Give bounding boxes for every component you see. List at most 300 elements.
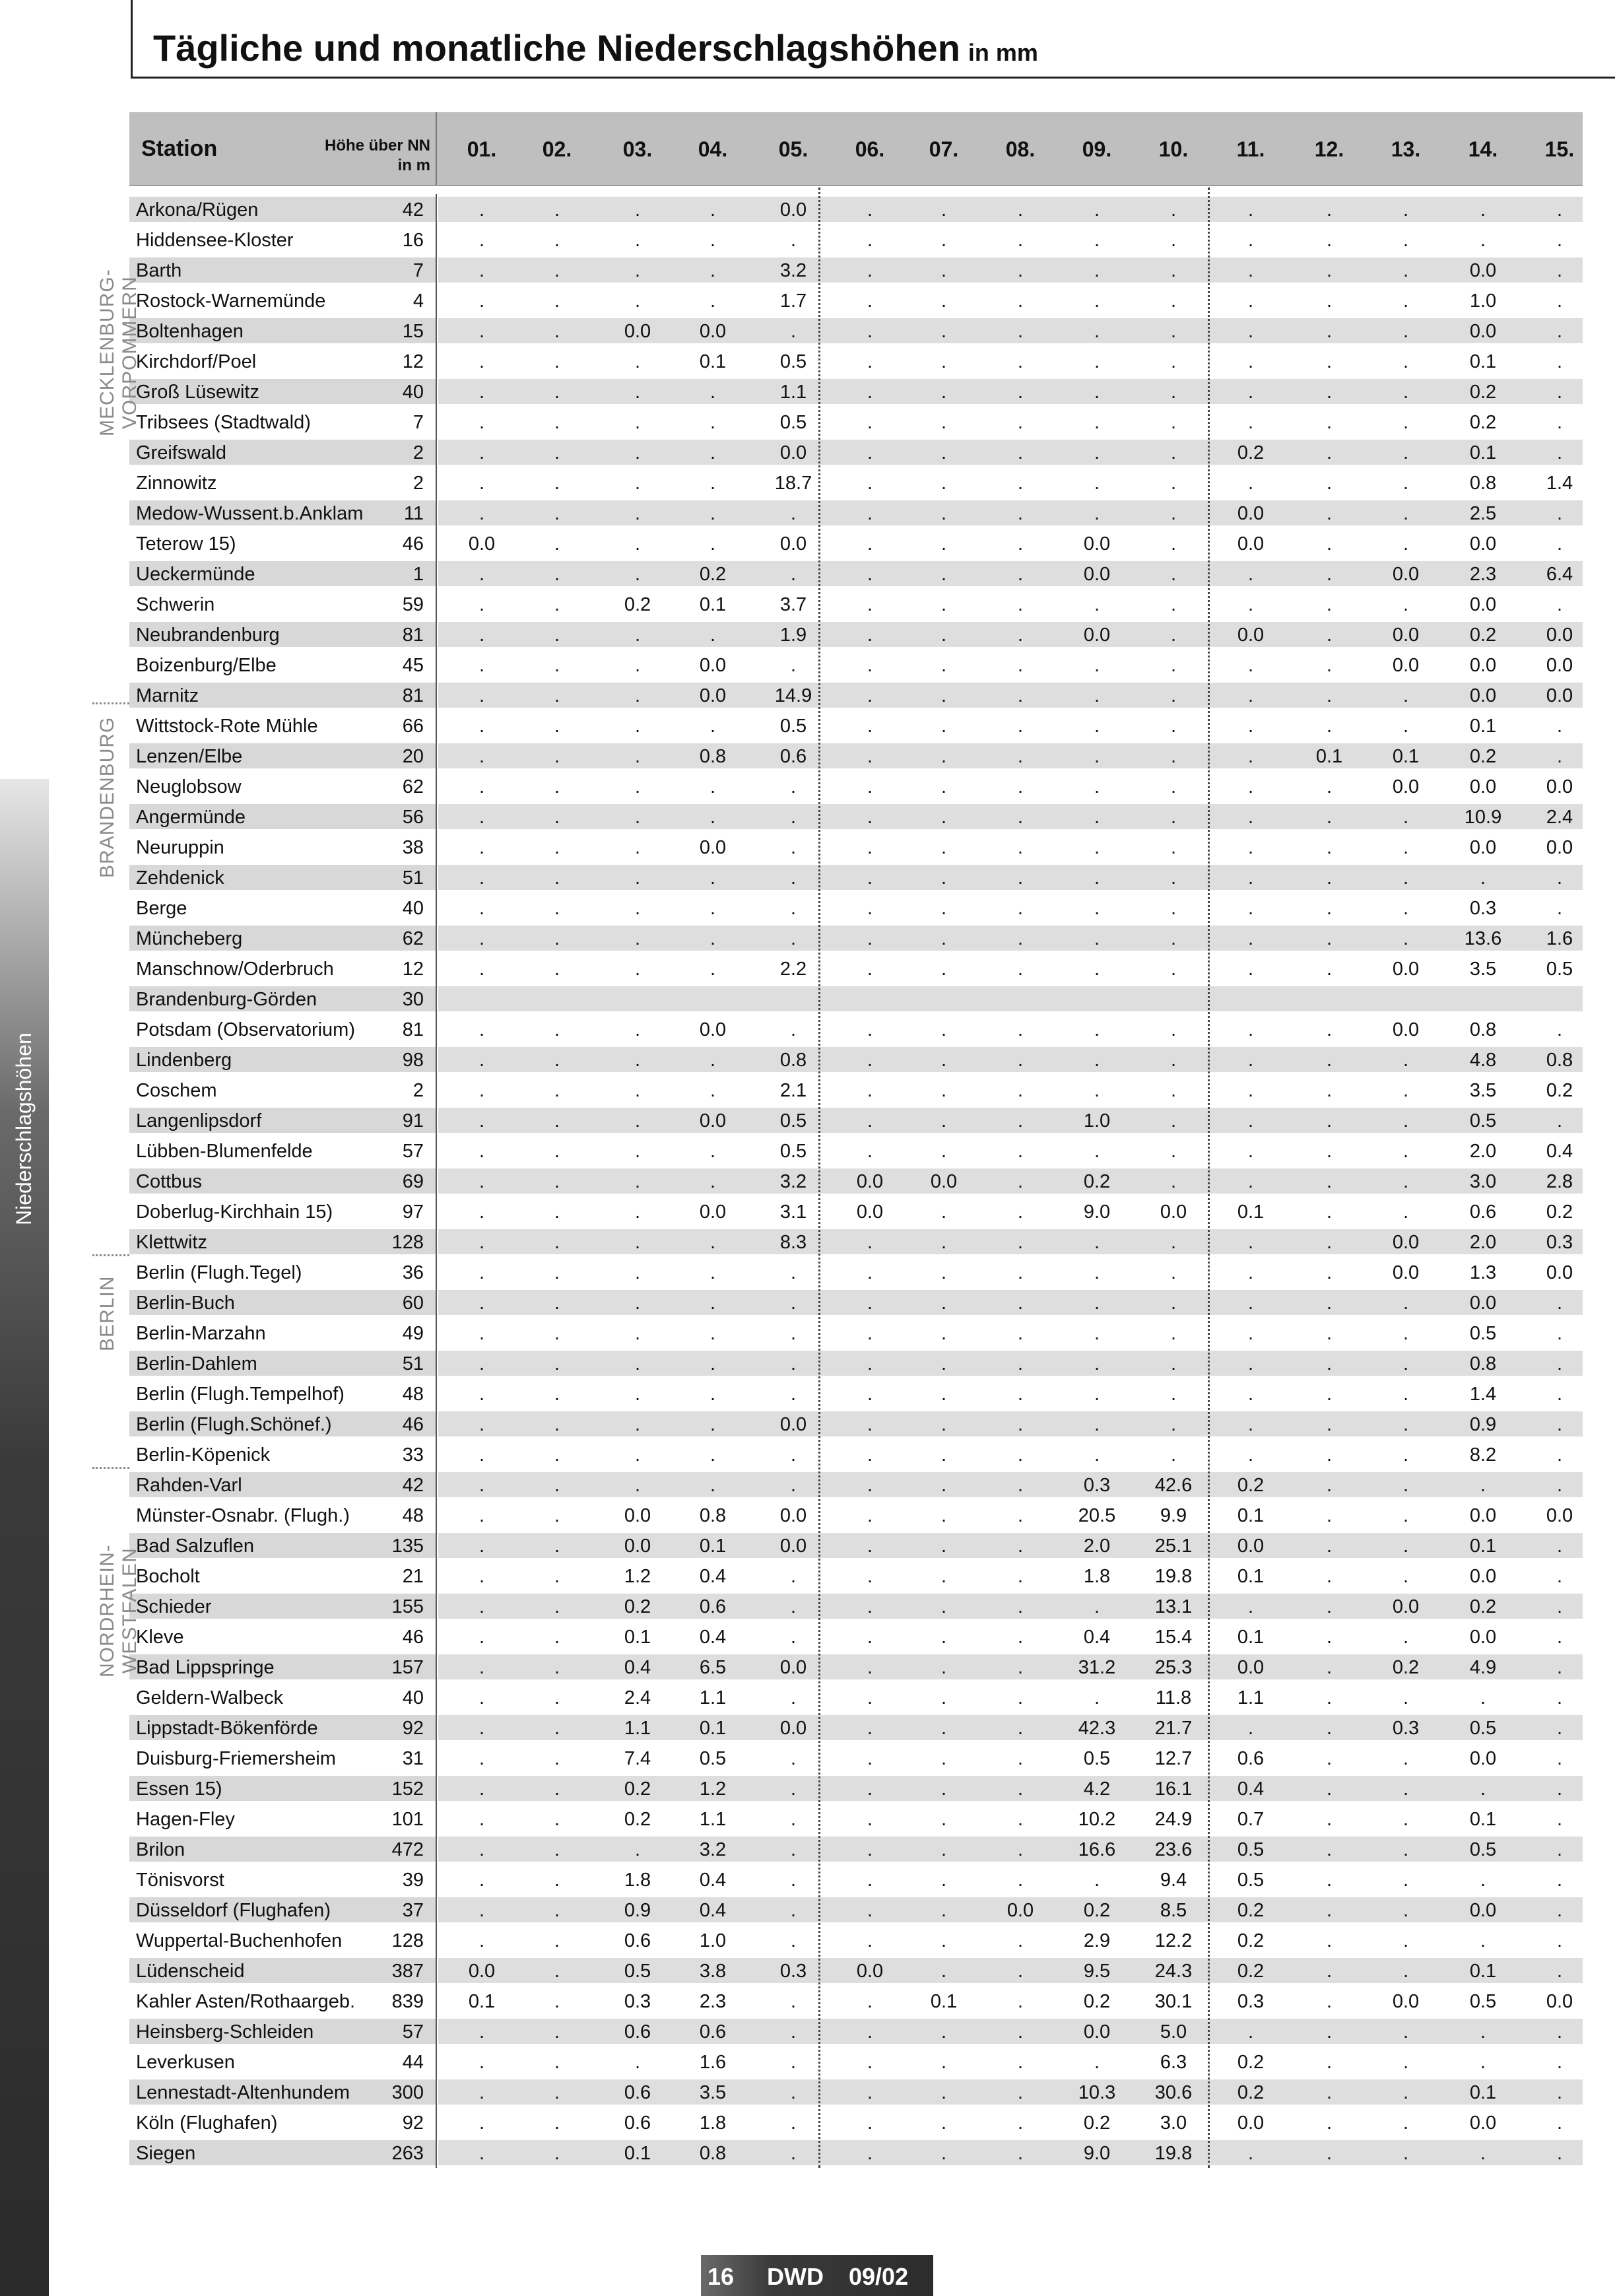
value-day-2: . <box>554 1748 560 1769</box>
value-day-3: . <box>634 1141 641 1162</box>
value-day-4: . <box>709 1384 716 1405</box>
table-row <box>129 1500 1583 1530</box>
station-height: 152 <box>391 1778 424 1800</box>
table-row <box>129 1227 1583 1257</box>
value-day-12: . <box>1326 199 1333 220</box>
column-separator <box>436 1925 437 1955</box>
value-day-6: . <box>867 1262 873 1283</box>
value-day-7: . <box>940 1414 947 1435</box>
value-day-2: . <box>554 625 560 646</box>
value-day-1: . <box>478 2112 485 2134</box>
value-day-3: 0.1 <box>624 2143 651 2164</box>
value-day-11: . <box>1247 776 1254 797</box>
value-day-2: . <box>554 321 560 342</box>
value-day-13: . <box>1402 1870 1409 1891</box>
value-day-5: . <box>790 1930 797 1951</box>
state-label-berlin: BERLIN <box>96 1275 118 1352</box>
value-day-7: . <box>940 1900 947 1921</box>
value-day-15: . <box>1556 716 1563 737</box>
value-day-15: . <box>1556 2143 1563 2164</box>
station-height: 81 <box>402 1019 424 1040</box>
station-name: Rahden-Varl <box>136 1475 242 1496</box>
value-day-4: . <box>709 199 716 220</box>
group-divider <box>92 1254 129 1256</box>
page-title <box>153 26 1038 69</box>
station-height: 37 <box>402 1900 424 1921</box>
value-day-5: . <box>790 1991 797 2012</box>
value-day-8: . <box>1017 1657 1024 1678</box>
value-day-4: 0.6 <box>699 1596 727 1617</box>
value-day-4: . <box>709 807 716 828</box>
value-day-7: . <box>940 2052 947 2073</box>
value-day-2: . <box>554 776 560 797</box>
value-day-9: . <box>1094 746 1100 767</box>
value-day-7: . <box>940 1353 947 1374</box>
value-day-13: . <box>1402 1293 1409 1314</box>
value-day-5: . <box>790 898 797 919</box>
value-day-4: . <box>709 533 716 555</box>
value-day-10: 16.1 <box>1154 1778 1193 1800</box>
value-day-8: . <box>1017 1353 1024 1374</box>
value-day-8: . <box>1017 230 1024 251</box>
value-day-10: . <box>1170 1293 1177 1314</box>
value-day-10: 21.7 <box>1154 1718 1193 1739</box>
station-name: Brandenburg-Görden <box>136 989 317 1010</box>
value-day-9: 0.2 <box>1083 2112 1111 2134</box>
value-day-8: . <box>1017 1748 1024 1769</box>
table-row <box>129 1318 1583 1348</box>
value-day-2: . <box>554 199 560 220</box>
value-day-8: . <box>1017 260 1024 281</box>
value-day-6: . <box>867 1748 873 1769</box>
value-day-1: . <box>478 1444 485 1466</box>
value-day-6: . <box>867 290 873 312</box>
column-separator <box>436 893 437 923</box>
value-day-13: 0.0 <box>1392 1262 1420 1283</box>
value-day-6: . <box>867 442 873 463</box>
station-name: Leverkusen <box>136 2052 235 2073</box>
value-day-8: . <box>1017 382 1024 403</box>
station-name: Neubrandenburg <box>136 625 280 646</box>
value-day-5: 0.6 <box>779 746 807 767</box>
value-day-11: . <box>1247 867 1254 889</box>
value-day-3: . <box>634 1293 641 1314</box>
value-day-5: 0.3 <box>779 1961 807 1982</box>
value-day-9: . <box>1094 199 1100 220</box>
value-day-14: 0.1 <box>1469 442 1497 463</box>
value-day-3: . <box>634 1475 641 1496</box>
value-day-6: . <box>867 1809 873 1830</box>
column-separator <box>436 2016 437 2046</box>
value-day-7: . <box>940 1930 947 1951</box>
value-day-4: 0.4 <box>699 1870 727 1891</box>
value-day-14: . <box>1480 1930 1486 1951</box>
value-day-1: . <box>478 685 485 706</box>
value-day-6: . <box>867 1687 873 1708</box>
value-day-10: . <box>1170 685 1177 706</box>
station-height: 92 <box>402 2112 424 2134</box>
value-day-8: . <box>1017 412 1024 433</box>
value-day-7: . <box>940 1384 947 1405</box>
station-name: Marnitz <box>136 685 199 706</box>
table-row <box>129 1834 1583 1864</box>
value-day-10: . <box>1170 1444 1177 1466</box>
state-label-nrw: NORDRHEIN-WESTFALEN <box>96 1544 141 1677</box>
value-day-10: . <box>1170 1414 1177 1435</box>
value-day-12: . <box>1326 1809 1333 1830</box>
value-day-3: . <box>634 1444 641 1466</box>
value-day-13: . <box>1402 1839 1409 1860</box>
station-name: Zinnowitz <box>136 473 217 494</box>
value-day-13: . <box>1402 1627 1409 1648</box>
station-height: 40 <box>402 898 424 919</box>
column-separator <box>436 1500 437 1530</box>
value-day-7: . <box>940 199 947 220</box>
value-day-12: . <box>1326 351 1333 372</box>
station-height: 12 <box>402 351 424 372</box>
value-day-7: . <box>940 867 947 889</box>
week-divider <box>1208 187 1210 2168</box>
value-day-7: . <box>940 716 947 737</box>
station-name: Müncheberg <box>136 928 243 949</box>
value-day-4: . <box>709 382 716 403</box>
value-day-3: 1.1 <box>624 1718 651 1739</box>
value-day-8: . <box>1017 1050 1024 1071</box>
station-height: 56 <box>402 807 424 828</box>
value-day-12: . <box>1326 959 1333 980</box>
value-day-15: . <box>1556 1444 1563 1466</box>
value-day-5: . <box>790 2021 797 2043</box>
value-day-4: . <box>709 1293 716 1314</box>
station-height: 15 <box>402 321 424 342</box>
value-day-5: . <box>790 2082 797 2103</box>
table-row <box>129 1712 1583 1743</box>
table-row <box>129 923 1583 953</box>
value-day-1: . <box>478 1718 485 1739</box>
value-day-8: . <box>1017 442 1024 463</box>
value-day-3: . <box>634 199 641 220</box>
value-day-2: . <box>554 2082 560 2103</box>
value-day-1: . <box>478 230 485 251</box>
table-row <box>129 2107 1583 2138</box>
station-name: Kleve <box>136 1627 184 1648</box>
value-day-8: . <box>1017 1323 1024 1344</box>
value-day-8: . <box>1017 1991 1024 2012</box>
value-day-12: . <box>1326 442 1333 463</box>
value-day-3: . <box>634 533 641 555</box>
value-day-12: . <box>1326 1201 1333 1223</box>
value-day-6: 0.0 <box>856 1201 884 1223</box>
value-day-5: . <box>790 1262 797 1283</box>
column-separator <box>436 1804 437 1834</box>
value-day-5: . <box>790 1475 797 1496</box>
value-day-4: . <box>709 1232 716 1253</box>
value-day-9: . <box>1094 473 1100 494</box>
value-day-7: 0.0 <box>930 1171 958 1192</box>
value-day-6: . <box>867 1900 873 1921</box>
value-day-10: . <box>1170 807 1177 828</box>
value-day-3: . <box>634 1232 641 1253</box>
value-day-6: . <box>867 625 873 646</box>
value-day-12: . <box>1326 564 1333 585</box>
value-day-10: 8.5 <box>1160 1900 1187 1921</box>
value-day-9: . <box>1094 1080 1100 1101</box>
value-day-8: . <box>1017 1110 1024 1131</box>
station-name: Berlin-Dahlem <box>136 1353 257 1374</box>
value-day-3: . <box>634 1414 641 1435</box>
value-day-5: 3.2 <box>779 1171 807 1192</box>
value-day-11: 0.0 <box>1237 2112 1265 2134</box>
station-name: Lenzen/Elbe <box>136 746 243 767</box>
value-day-7: . <box>940 776 947 797</box>
value-day-14: 0.0 <box>1469 594 1497 615</box>
value-day-4: . <box>709 867 716 889</box>
value-day-1: . <box>478 746 485 767</box>
header-height-line2: in m <box>397 156 430 174</box>
value-day-3: 0.0 <box>624 1505 651 1526</box>
value-day-15: . <box>1556 1353 1563 1374</box>
station-name: Angermünde <box>136 807 246 828</box>
value-day-6: . <box>867 928 873 949</box>
value-day-4: . <box>709 1323 716 1344</box>
value-day-9: 1.8 <box>1083 1566 1111 1587</box>
value-day-8: . <box>1017 898 1024 919</box>
value-day-3: 0.9 <box>624 1900 651 1921</box>
value-day-10: 11.8 <box>1155 1687 1192 1708</box>
value-day-2: . <box>554 1171 560 1192</box>
value-day-3: . <box>634 1201 641 1223</box>
value-day-11: 0.2 <box>1237 1930 1265 1951</box>
value-day-10: 9.4 <box>1160 1870 1187 1891</box>
value-day-10: . <box>1170 442 1177 463</box>
column-separator <box>436 1409 437 1439</box>
value-day-9: . <box>1094 1262 1100 1283</box>
value-day-11: . <box>1247 1262 1254 1283</box>
station-name: Lüdenscheid <box>136 1961 245 1982</box>
value-day-3: 0.1 <box>624 1627 651 1648</box>
value-day-7: . <box>940 382 947 403</box>
value-day-3: 0.2 <box>624 1778 651 1800</box>
station-height: 128 <box>391 1232 424 1253</box>
value-day-15: . <box>1556 1414 1563 1435</box>
value-day-3: 1.8 <box>624 1870 651 1891</box>
value-day-4: 0.8 <box>699 2143 727 2164</box>
value-day-2: . <box>554 867 560 889</box>
value-day-2: . <box>554 564 560 585</box>
value-day-5: 0.8 <box>779 1050 807 1071</box>
value-day-8: . <box>1017 290 1024 312</box>
column-separator <box>436 2138 437 2168</box>
station-name: Neuglobsow <box>136 776 242 797</box>
value-day-10: 13.1 <box>1154 1596 1193 1617</box>
value-day-13: . <box>1402 867 1409 889</box>
value-day-15: . <box>1556 2112 1563 2134</box>
value-day-12: . <box>1326 1627 1333 1648</box>
station-height: 387 <box>391 1961 424 1982</box>
value-day-13: . <box>1402 716 1409 737</box>
value-day-14: 0.0 <box>1469 1748 1497 1769</box>
value-day-11: . <box>1247 1080 1254 1101</box>
table-row <box>129 1439 1583 1469</box>
value-day-4: . <box>709 1444 716 1466</box>
table-row <box>129 771 1583 801</box>
station-name: Schieder <box>136 1596 212 1617</box>
value-day-11: 0.1 <box>1237 1627 1265 1648</box>
value-day-10: . <box>1170 655 1177 676</box>
value-day-7: . <box>940 564 947 585</box>
value-day-13: 0.0 <box>1392 1232 1420 1253</box>
value-day-10: . <box>1170 1171 1177 1192</box>
value-day-2: . <box>554 1930 560 1951</box>
station-name: Lübben-Blumenfelde <box>136 1141 313 1162</box>
value-day-4: . <box>709 1171 716 1192</box>
value-day-9: . <box>1094 837 1100 858</box>
value-day-13: . <box>1402 1080 1409 1101</box>
column-separator <box>436 255 437 285</box>
value-day-12: . <box>1326 898 1333 919</box>
value-day-6: . <box>867 1232 873 1253</box>
value-day-10: 6.3 <box>1160 2052 1187 2073</box>
station-name: Doberlug-Kirchhain 15) <box>136 1201 333 1223</box>
value-day-13: . <box>1402 230 1409 251</box>
station-name: Heinsberg-Schleiden <box>136 2021 314 2043</box>
value-day-13: . <box>1402 1961 1409 1982</box>
column-separator <box>436 407 437 437</box>
value-day-4: 0.8 <box>699 746 727 767</box>
value-day-2: . <box>554 1353 560 1374</box>
value-day-13: . <box>1402 2052 1409 2073</box>
station-height: 60 <box>402 1293 424 1314</box>
value-day-2: . <box>554 1536 560 1557</box>
value-day-13: . <box>1402 412 1409 433</box>
column-separator <box>436 346 437 376</box>
header-day-8: 08. <box>1005 137 1036 161</box>
value-day-11: 0.0 <box>1237 503 1265 524</box>
value-day-5: . <box>790 928 797 949</box>
group-divider <box>92 1467 129 1469</box>
value-day-2: . <box>554 1384 560 1405</box>
value-day-12: . <box>1326 1110 1333 1131</box>
station-name: Berlin-Köpenick <box>136 1444 271 1466</box>
value-day-6: . <box>867 2021 873 2043</box>
value-day-1: . <box>478 503 485 524</box>
value-day-5: 3.2 <box>779 260 807 281</box>
header-day-6: 06. <box>855 137 885 161</box>
value-day-10: 19.8 <box>1154 1566 1193 1587</box>
value-day-9: . <box>1094 1050 1100 1071</box>
value-day-10: 15.4 <box>1154 1627 1193 1648</box>
value-day-5: . <box>790 1323 797 1344</box>
value-day-4: 0.4 <box>699 1566 727 1587</box>
value-day-15: . <box>1556 1475 1563 1496</box>
value-day-1: . <box>478 716 485 737</box>
table-row <box>129 1804 1583 1834</box>
station-name: Köln (Flughafen) <box>136 2112 278 2134</box>
value-day-9: . <box>1094 503 1100 524</box>
value-day-1: . <box>478 1110 485 1131</box>
table-row <box>129 437 1583 467</box>
value-day-6: . <box>867 1353 873 1374</box>
value-day-10: . <box>1170 959 1177 980</box>
value-day-2: . <box>554 837 560 858</box>
value-day-3: 0.4 <box>624 1657 651 1678</box>
value-day-14: 1.4 <box>1469 1384 1497 1405</box>
value-day-13: . <box>1402 321 1409 342</box>
value-day-3: . <box>634 473 641 494</box>
value-day-12: . <box>1326 1019 1333 1040</box>
value-day-15: . <box>1556 1293 1563 1314</box>
value-day-14: 0.8 <box>1469 473 1497 494</box>
value-day-14: . <box>1480 2021 1486 2043</box>
value-day-3: 0.6 <box>624 1930 651 1951</box>
station-name: Groß Lüsewitz <box>136 382 259 403</box>
value-day-5: 0.5 <box>779 351 807 372</box>
value-day-4: . <box>709 260 716 281</box>
value-day-8: . <box>1017 716 1024 737</box>
column-separator <box>436 1075 437 1105</box>
station-name: Zehdenick <box>136 867 224 889</box>
value-day-13: . <box>1402 1687 1409 1708</box>
value-day-1: . <box>478 776 485 797</box>
header-day-2: 02. <box>542 137 572 161</box>
value-day-7: . <box>940 1019 947 1040</box>
station-name: Berge <box>136 898 187 919</box>
value-day-2: . <box>554 928 560 949</box>
value-day-7: . <box>940 1961 947 1982</box>
value-day-14: 2.3 <box>1469 564 1497 585</box>
value-day-12: . <box>1326 290 1333 312</box>
value-day-9: . <box>1094 776 1100 797</box>
value-day-14: 2.0 <box>1469 1141 1497 1162</box>
value-day-8: . <box>1017 351 1024 372</box>
value-day-14: 3.5 <box>1469 959 1497 980</box>
value-day-7: . <box>940 1080 947 1101</box>
station-height: 2 <box>412 473 424 494</box>
value-day-11: . <box>1247 230 1254 251</box>
value-day-10: 24.3 <box>1154 1961 1193 1982</box>
value-day-9: . <box>1094 959 1100 980</box>
value-day-7: . <box>940 351 947 372</box>
value-day-12: . <box>1326 382 1333 403</box>
value-day-9: . <box>1094 1019 1100 1040</box>
column-separator <box>436 2077 437 2107</box>
value-day-7: . <box>940 746 947 767</box>
header-day-4: 04. <box>698 137 728 161</box>
value-day-4: 0.0 <box>699 685 727 706</box>
value-day-14: 0.1 <box>1469 351 1497 372</box>
value-day-15: 0.0 <box>1546 776 1573 797</box>
station-height: 839 <box>391 1991 424 2012</box>
table-row <box>129 194 1583 224</box>
value-day-8: . <box>1017 594 1024 615</box>
table-row <box>129 1044 1583 1075</box>
table-row <box>129 862 1583 893</box>
value-day-3: 2.4 <box>624 1687 651 1708</box>
value-day-1: . <box>478 321 485 342</box>
value-day-8: . <box>1017 928 1024 949</box>
table-row <box>129 1895 1583 1925</box>
value-day-4: . <box>709 1141 716 1162</box>
value-day-4: 0.4 <box>699 1900 727 1921</box>
value-day-11: 0.0 <box>1237 1536 1265 1557</box>
value-day-14: 0.0 <box>1469 260 1497 281</box>
station-height: 2 <box>412 442 424 463</box>
value-day-14: . <box>1480 2052 1486 2073</box>
value-day-1: . <box>478 1809 485 1830</box>
value-day-5: . <box>790 1778 797 1800</box>
value-day-11: 0.0 <box>1237 625 1265 646</box>
value-day-12: . <box>1326 1080 1333 1101</box>
